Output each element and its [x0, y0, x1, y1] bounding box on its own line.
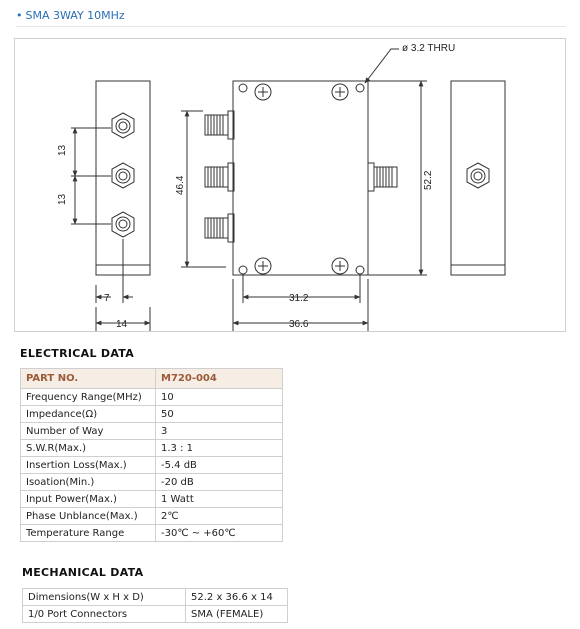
dim-pitch-bottom: 13: [57, 193, 68, 205]
mounting-hole-tl: [239, 84, 247, 92]
table-row: [21, 423, 283, 440]
row-label: Frequency Range(MHz): [21, 389, 156, 406]
table-header-row: [21, 369, 283, 389]
row-value: 2℃: [156, 508, 283, 525]
row-value: 52.2 x 36.6 x 14: [186, 589, 288, 606]
front-connector-input: [368, 163, 397, 191]
dim-hole-pitch: 31.2: [289, 293, 309, 304]
row-value: 1 Watt: [156, 491, 283, 508]
page-title: SMA 3WAY 10MHz: [25, 9, 125, 22]
dim-connector-offset: 7: [104, 293, 110, 304]
dim-height-52: 52.2: [423, 170, 434, 190]
header-divider: [16, 26, 566, 27]
mechanical-data-title: MECHANICAL DATA: [22, 566, 144, 579]
mechanical-drawing: [14, 38, 566, 332]
table-row: [21, 525, 283, 542]
part-no-value: M720-004: [156, 369, 283, 389]
bullet-icon: •: [16, 9, 23, 22]
table-row: [21, 508, 283, 525]
mounting-hole-bl: [239, 266, 247, 274]
mechanical-table: [22, 588, 288, 623]
left-connector-1: [112, 113, 134, 138]
dim-pitch-top: 13: [57, 144, 68, 156]
left-connector-2: [112, 163, 134, 188]
table-row: [21, 389, 283, 406]
row-label: Dimensions(W x H x D): [23, 589, 186, 606]
row-label: S.W.R(Max.): [21, 440, 156, 457]
row-value: 1.3 : 1: [156, 440, 283, 457]
row-value: -20 dB: [156, 474, 283, 491]
row-label: Input Power(Max.): [21, 491, 156, 508]
screw-top-left: [255, 84, 271, 100]
table-row: [23, 589, 288, 606]
table-row: [23, 606, 288, 623]
front-connector-3: [205, 214, 234, 242]
table-row: [21, 440, 283, 457]
dim-height-46: 46.4: [175, 175, 186, 195]
electrical-data-title: ELECTRICAL DATA: [20, 347, 135, 360]
row-label: Isoation(Min.): [21, 474, 156, 491]
row-label: Phase Unblance(Max.): [21, 508, 156, 525]
screw-bottom-right: [332, 258, 348, 274]
row-label: 1/0 Port Connectors: [23, 606, 186, 623]
row-value: 3: [156, 423, 283, 440]
part-no-label: PART NO.: [21, 369, 156, 389]
left-connector-3: [112, 212, 134, 237]
thru-label: ø 3.2 THRU: [402, 43, 456, 54]
front-connector-2: [205, 163, 234, 191]
row-value: 50: [156, 406, 283, 423]
dim-side-depth: 14: [116, 319, 128, 330]
row-value: SMA (FEMALE): [186, 606, 288, 623]
row-label: Impedance(Ω): [21, 406, 156, 423]
screw-bottom-left: [255, 258, 271, 274]
dim-width: 36.6: [289, 319, 309, 330]
row-value: 10: [156, 389, 283, 406]
row-label: Number of Way: [21, 423, 156, 440]
end-view-body: [451, 81, 505, 275]
row-label: Temperature Range: [21, 525, 156, 542]
mounting-hole-tr: [356, 84, 364, 92]
table-row: [21, 457, 283, 474]
page-header: [16, 9, 125, 22]
row-label: Insertion Loss(Max.): [21, 457, 156, 474]
electrical-table: [20, 368, 283, 542]
row-value: -5.4 dB: [156, 457, 283, 474]
drawing-svg: [15, 39, 567, 333]
table-row: [21, 491, 283, 508]
screw-top-right: [332, 84, 348, 100]
table-row: [21, 474, 283, 491]
table-row: [21, 406, 283, 423]
mounting-hole-br: [356, 266, 364, 274]
front-connector-1: [205, 111, 234, 139]
end-connector: [467, 163, 489, 188]
front-view-body: [233, 81, 368, 275]
row-value: -30℃ ~ +60℃: [156, 525, 283, 542]
